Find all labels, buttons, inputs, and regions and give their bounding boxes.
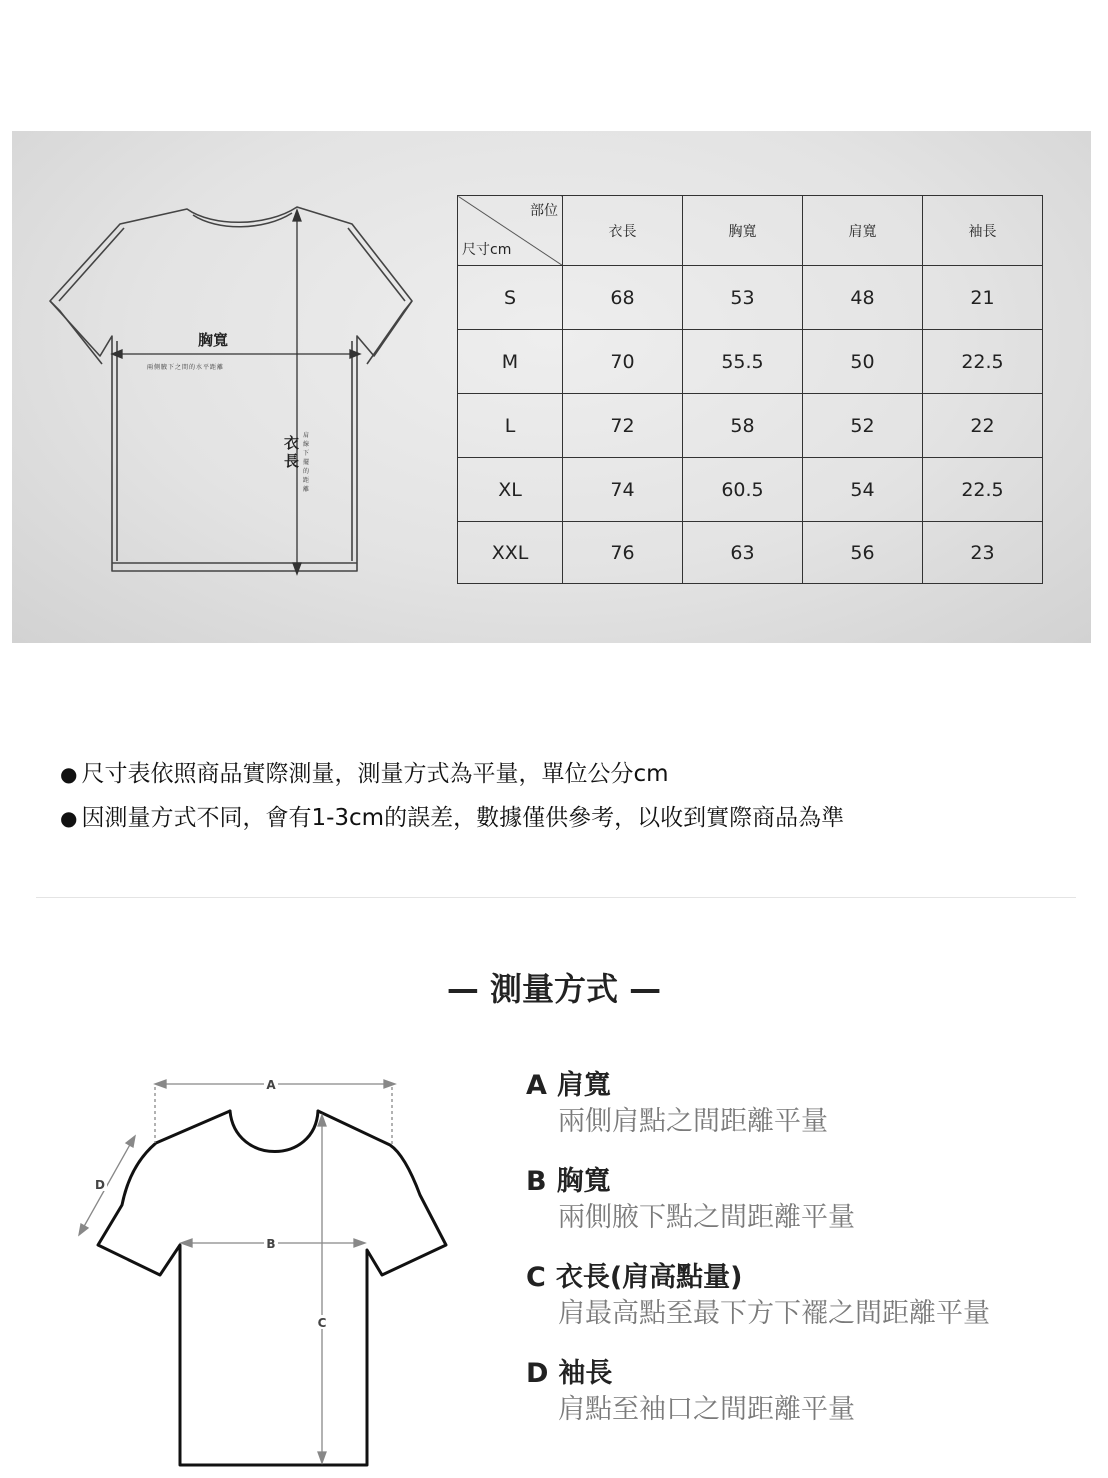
letter-d-label: D [95, 1178, 105, 1192]
value-cell: 48 [803, 266, 923, 330]
size-cell: M [458, 330, 563, 394]
value-cell: 22.5 [923, 458, 1043, 522]
value-cell: 60.5 [683, 458, 803, 522]
method-name [526, 1356, 990, 1392]
letter-c-label: C [317, 1316, 327, 1330]
chest-note: 兩側腋下之間的水平距離 [147, 364, 225, 371]
method-item-shoulder [526, 1068, 990, 1140]
method-item-sleeve [526, 1356, 990, 1428]
value-cell: 52 [803, 394, 923, 458]
table-row [458, 458, 1043, 522]
size-cell: L [458, 394, 563, 458]
method-item-chest [526, 1164, 990, 1236]
notes-section [60, 752, 844, 840]
size-cell: S [458, 266, 563, 330]
tshirt-diagram-top [12, 131, 452, 643]
value-cell: 54 [803, 458, 923, 522]
value-cell: 23 [923, 522, 1043, 584]
size-table [457, 195, 1043, 584]
value-cell: 58 [683, 394, 803, 458]
value-cell: 22 [923, 394, 1043, 458]
note-text: 尺寸表依照商品實際測量，測量方式為平量，單位公分cm [81, 761, 669, 787]
header-shoulder: 肩寬 [803, 196, 923, 266]
value-cell: 68 [563, 266, 683, 330]
value-cell: 63 [683, 522, 803, 584]
table-row [458, 522, 1043, 584]
method-title-text: 肩寬 [556, 1070, 611, 1101]
divider [36, 897, 1076, 898]
corner-top-label: 部位 [530, 203, 558, 219]
value-cell: 76 [563, 522, 683, 584]
table-row [458, 330, 1043, 394]
note-item [60, 796, 844, 840]
bullet-icon: ● [60, 762, 78, 786]
header-sleeve: 袖長 [923, 196, 1043, 266]
method-letter: B [526, 1166, 547, 1197]
value-cell: 50 [803, 330, 923, 394]
table-corner-cell [458, 196, 563, 266]
value-cell: 56 [803, 522, 923, 584]
note-text: 因測量方式不同，會有1-3cm的誤差，數據僅供參考，以收到實際商品為準 [81, 805, 845, 831]
method-title: — 測量方式 — [446, 970, 662, 1008]
header-chest: 胸寬 [683, 196, 803, 266]
letter-a-label: A [266, 1078, 276, 1092]
size-cell: XL [458, 458, 563, 522]
value-cell: 72 [563, 394, 683, 458]
method-letter: C [526, 1262, 546, 1293]
header-length: 衣長 [563, 196, 683, 266]
method-desc: 兩側腋下點之間距離平量 [558, 1202, 855, 1233]
method-desc: 肩點至袖口之間距離平量 [558, 1394, 855, 1425]
method-desc: 兩側肩點之間距離平量 [558, 1106, 828, 1137]
tshirt-measurement-diagram [60, 1065, 460, 1470]
method-desc: 肩最高點至最下方下襬之間距離平量 [558, 1298, 990, 1329]
length-label: 衣長 [284, 434, 300, 470]
note-item [60, 752, 844, 796]
value-cell: 70 [563, 330, 683, 394]
method-letter: D [526, 1358, 549, 1389]
table-header-row [458, 196, 1043, 266]
length-note: 肩線下擺的距離 [303, 432, 310, 493]
size-chart-panel [12, 131, 1091, 643]
method-item-length [526, 1260, 990, 1332]
value-cell: 55.5 [683, 330, 803, 394]
method-title-text: 袖長 [558, 1358, 613, 1389]
method-name [526, 1260, 990, 1296]
value-cell: 21 [923, 266, 1043, 330]
value-cell: 53 [683, 266, 803, 330]
method-letter: A [526, 1070, 547, 1101]
value-cell: 22.5 [923, 330, 1043, 394]
method-name [526, 1164, 990, 1200]
method-title-text: 胸寬 [556, 1166, 611, 1197]
method-title-text: 衣長(肩高點量) [555, 1262, 743, 1293]
corner-bottom-label: 尺寸cm [462, 242, 512, 258]
method-name [526, 1068, 990, 1104]
table-row [458, 394, 1043, 458]
chest-label: 胸寬 [198, 331, 229, 349]
bullet-icon: ● [60, 806, 78, 830]
letter-b-label: B [266, 1237, 276, 1251]
value-cell: 74 [563, 458, 683, 522]
table-row [458, 266, 1043, 330]
method-list [526, 1068, 990, 1452]
size-cell: XXL [458, 522, 563, 584]
